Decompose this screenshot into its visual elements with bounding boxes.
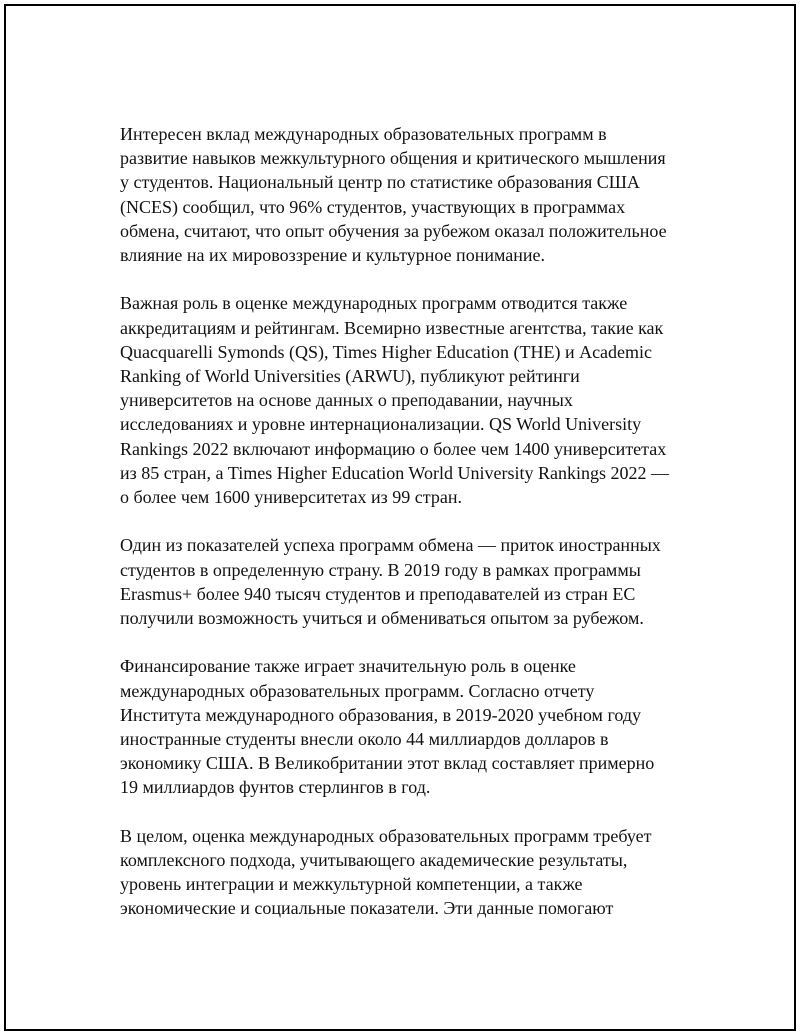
paragraph-2 xyxy=(120,291,700,509)
text-line: экономику США. В Великобритании этот вклад составляет примерно xyxy=(120,753,655,774)
text-line: иностранные студенты внесли около 44 миллиардов долларов в xyxy=(120,729,609,750)
document-page xyxy=(4,4,796,1031)
text-line: Rankings 2022 включают информацию о более чем 1400 университетах xyxy=(120,438,667,459)
text-line: Один из показателей успеха программ обмена — приток иностранных xyxy=(120,535,661,556)
text-line: развитие навыков межкультурного общения и критического мышления xyxy=(120,148,666,169)
text-line: международных образовательных программ. Согласно отчету xyxy=(120,680,595,701)
text-line: университетов на основе данных о преподавании, научных xyxy=(120,390,573,411)
text-line: Института международного образования, в 2019-2020 учебном году xyxy=(120,704,642,725)
text-line: получили возможность учиться и обмениваться опытом за рубежом. xyxy=(120,608,644,629)
text-line: студентов в определенную страну. В 2019 году в рамках программы xyxy=(120,559,641,580)
text-line: Ranking of World Universities (ARWU), публикуют рейтинги xyxy=(120,366,580,387)
text-line: из 85 стран, а Times Higher Education World University Rankings 2022 — xyxy=(120,462,669,483)
paragraph-1 xyxy=(120,122,700,267)
text-line: (NCES) сообщил, что 96% студентов, участвующих в программах xyxy=(120,196,626,217)
text-line: о более чем 1600 университетах из 99 стран. xyxy=(120,487,462,508)
text-line: уровень интеграции и межкультурной компетенции, а также xyxy=(120,874,583,895)
text-line: комплексного подхода, учитывающего академические результаты, xyxy=(120,850,628,871)
text-line: Quacquarelli Symonds (QS), Times Higher Education (THE) и Academic xyxy=(120,341,653,362)
text-line: 19 миллиардов фунтов стерлингов в год. xyxy=(120,777,431,798)
text-line: влияние на их мировоззрение и культурное понимание. xyxy=(120,245,545,266)
text-line: обмена, считают, что опыт обучения за рубежом оказал положительное xyxy=(120,220,667,241)
paragraph-3 xyxy=(120,533,700,630)
text-line: Интересен вклад международных образовательных программ в xyxy=(120,124,607,144)
text-line: Erasmus+ более 940 тысяч студентов и преподавателей из стран ЕС xyxy=(120,583,636,604)
text-line: у студентов. Национальный центр по статистике образования США xyxy=(120,172,640,193)
paragraph-4 xyxy=(120,654,700,799)
paragraph-5 xyxy=(120,824,700,921)
text-line: исследованиях и уровне интернационализации. QS World University xyxy=(120,414,642,435)
text-line: Важная роль в оценке международных программ отводится также xyxy=(120,293,628,314)
text-line: экономические и социальные показатели. Эти данные помогают xyxy=(120,898,614,919)
text-line: Финансирование также играет значительную роль в оценке xyxy=(120,656,576,677)
text-line: аккредитациям и рейтингам. Всемирно известные агентства, такие как xyxy=(120,317,664,338)
text-line: В целом, оценка международных образовательных программ требует xyxy=(120,825,652,846)
document-body xyxy=(120,122,700,945)
